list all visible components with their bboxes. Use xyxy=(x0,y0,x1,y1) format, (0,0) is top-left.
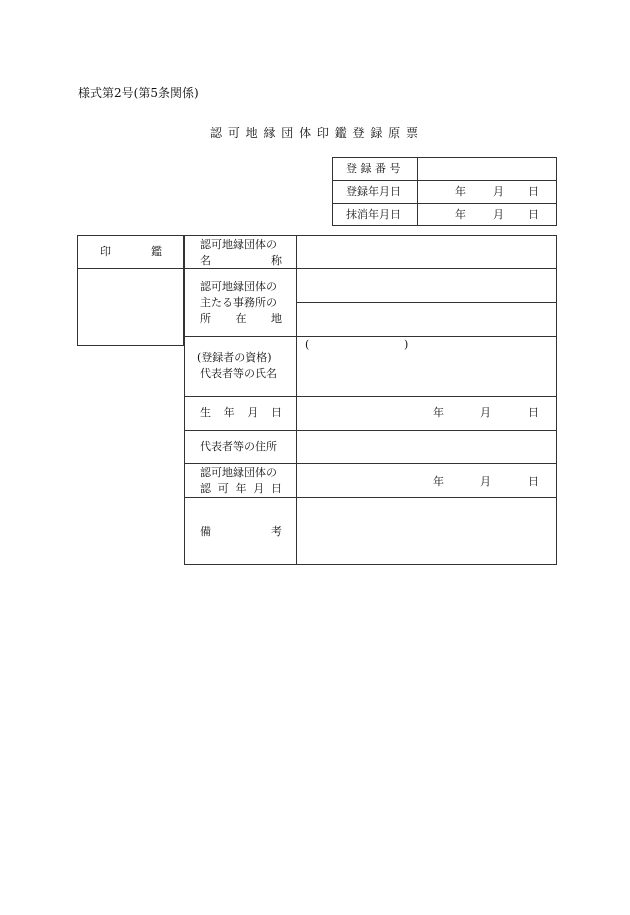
form-number: 様式第2号(第5条関係) xyxy=(78,86,199,100)
birth-date-field[interactable] xyxy=(300,400,425,426)
cancellation-year-unit: 年 xyxy=(455,208,466,221)
qualification-paren-close: ) xyxy=(404,338,409,351)
office-label-2: 主たる事務所の xyxy=(200,296,277,309)
representative-label-1: (登録者の資格) xyxy=(197,351,272,364)
representative-address-label: 代表者等の住所 xyxy=(200,440,277,453)
remarks-field[interactable] xyxy=(300,501,552,561)
office-field-line-2[interactable] xyxy=(300,306,552,332)
seal-label: 印 鑑 xyxy=(100,245,162,258)
registration-date-label: 登録年月日 xyxy=(346,185,401,198)
page-title: 認 可 地 縁 団 体 印 鑑 登 録 原 票 xyxy=(210,126,419,140)
registration-day-unit: 日 xyxy=(528,185,539,198)
birth-year-unit: 年 xyxy=(433,406,444,419)
office-field-line-1[interactable] xyxy=(300,272,552,298)
representative-label-2: 代表者等の氏名 xyxy=(200,367,277,380)
approval-date-label-2: 認 可 年 月 日 xyxy=(200,482,282,495)
registration-month-unit: 月 xyxy=(493,185,504,198)
office-label-3: 所 在 地 xyxy=(200,312,282,325)
registration-year-unit: 年 xyxy=(455,185,466,198)
birth-day-unit: 日 xyxy=(528,406,539,419)
birth-date-label: 生 年 月 日 xyxy=(200,406,282,419)
remarks-label: 備 考 xyxy=(200,525,282,538)
group-name-field[interactable] xyxy=(300,240,552,264)
qualification-paren-open: ( xyxy=(305,338,310,351)
representative-name-field[interactable] xyxy=(300,358,552,392)
cancellation-month-unit: 月 xyxy=(493,208,504,221)
office-label-1: 認可地縁団体の xyxy=(200,280,277,293)
cancellation-date-label: 抹消年月日 xyxy=(346,208,401,221)
approval-day-unit: 日 xyxy=(528,475,539,488)
approval-date-label-1: 認可地縁団体の xyxy=(200,466,277,479)
registration-number-field[interactable] xyxy=(420,159,554,178)
birth-month-unit: 月 xyxy=(480,406,491,419)
approval-date-field[interactable] xyxy=(300,467,425,493)
registration-number-label: 登 録 番 号 xyxy=(346,162,401,175)
representative-address-field[interactable] xyxy=(300,434,552,459)
approval-month-unit: 月 xyxy=(480,475,491,488)
group-name-label-2: 名 称 xyxy=(200,254,282,267)
approval-year-unit: 年 xyxy=(433,475,444,488)
cancellation-day-unit: 日 xyxy=(528,208,539,221)
seal-impression-area[interactable] xyxy=(80,272,180,342)
qualification-field[interactable] xyxy=(312,339,400,353)
group-name-label-1: 認可地縁団体の xyxy=(200,238,277,251)
